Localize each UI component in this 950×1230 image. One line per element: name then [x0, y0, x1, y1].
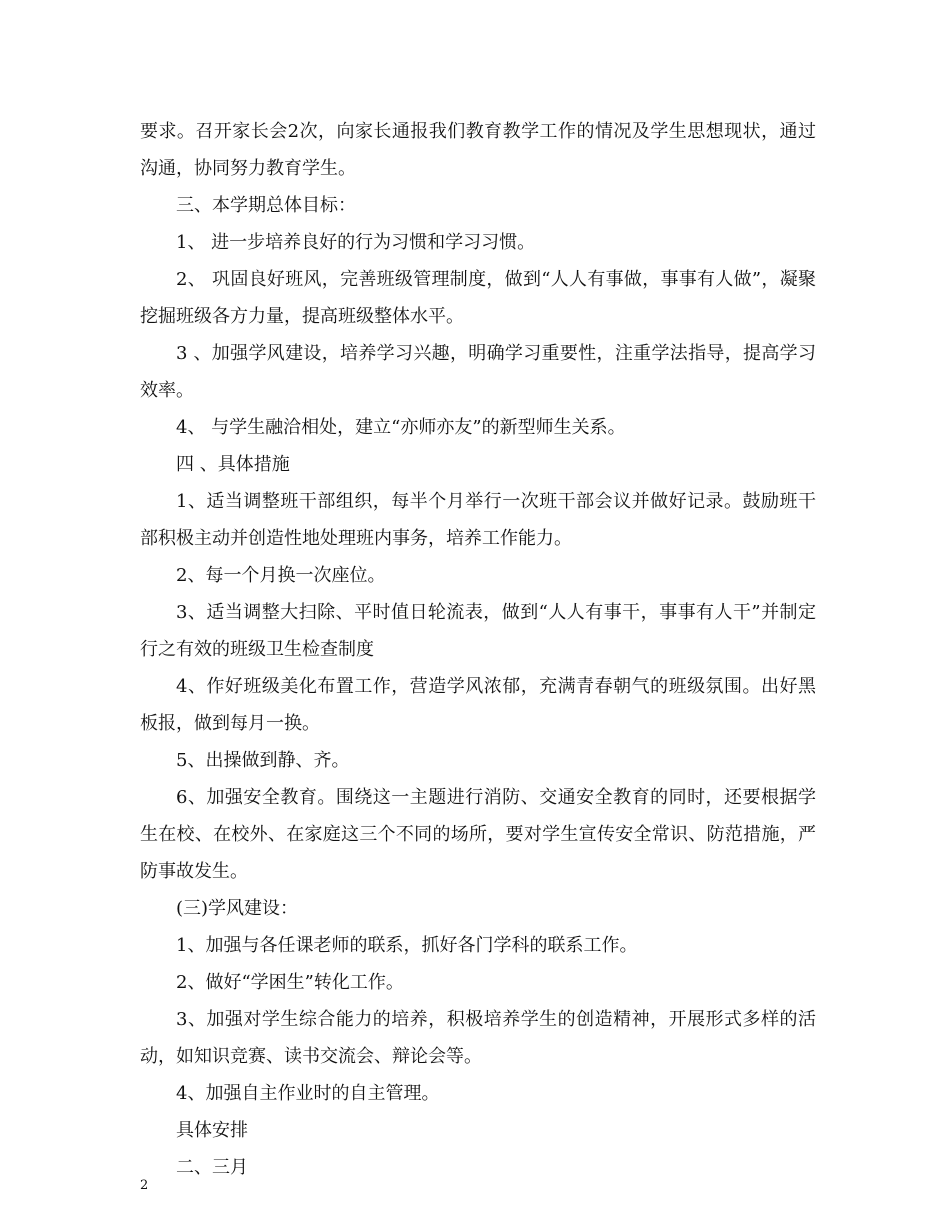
goal-item-4: 4、 与学生融洽相处，建立“亦师亦友”的新型师生关系。 [176, 417, 626, 438]
measure-item-6: 6、加强安全教育。围绕这一主题进行消防、交通安全教育的同时，还要根据学生在校、在校外、在家庭这三个不同的场所，要对学生宣传安全常识、防范措施，严防事故发生。 [140, 787, 816, 882]
study-item-3: 3、加强对学生综合能力的培养，积极培养学生的创造精神，开展形式多样的活动，如知识竞赛、读书交流会、辩论会等。 [140, 1009, 816, 1067]
goal-item-3: 3 、加强学风建设，培养学习兴趣，明确学习重要性，注重学法指导，提高学习效率。 [140, 343, 816, 401]
page-number: 2 [140, 1178, 149, 1193]
study-item-4: 4、加强自主作业时的自主管理。 [176, 1083, 440, 1104]
measure-item-2: 2、每一个月换一次座位。 [176, 565, 386, 586]
study-item-1: 1、加强与各任课老师的联系，抓好各门学科的联系工作。 [176, 935, 638, 956]
measure-item-4: 4、作好班级美化布置工作，营造学风浓郁，充满青春朝气的班级氛围。出好黑板报，做到每月一换。 [140, 676, 816, 734]
measure-item-5: 5、出操做到静、齐。 [176, 750, 350, 771]
heading-semester-goals: 三、本学期总体目标： [176, 195, 356, 216]
measure-item-3: 3、适当调整大扫除、平时值日轮流表，做到“人人有事干，事事有人干”并制定行之有效的班级卫生检查制度 [140, 602, 816, 660]
goal-item-1: 1、 进一步培养良好的行为习惯和学习习惯。 [176, 232, 536, 253]
study-item-2: 2、做好“学困生”转化工作。 [176, 972, 404, 993]
heading-measures: 四 、具体措施 [176, 454, 290, 475]
goal-item-2: 2、 巩固良好班风，完善班级管理制度，做到“人人有事做，事事有人做”，凝聚挖掘班级各方力量，提高班级整体水平。 [140, 269, 816, 327]
paragraph-parent-meeting: 要求。召开家长会2次，向家长通报我们教育教学工作的情况及学生思想现状，通过沟通，协同努力教育学生。 [140, 121, 816, 179]
schedule-month: 二、三月 [176, 1157, 248, 1178]
heading-schedule: 具体安排 [176, 1120, 248, 1141]
measure-item-1: 1、适当调整班干部组织，每半个月举行一次班干部会议并做好记录。鼓励班干部积极主动并创造性地处理班内事务，培养工作能力。 [140, 491, 816, 549]
heading-study-style: (三)学风建设： [176, 898, 299, 919]
